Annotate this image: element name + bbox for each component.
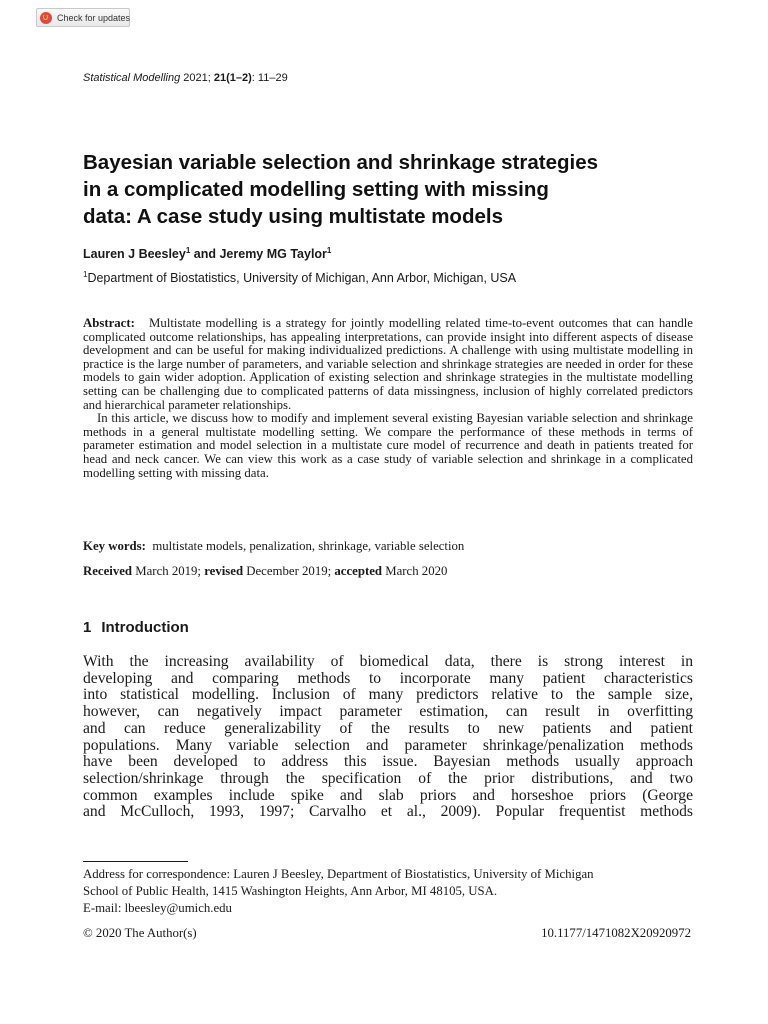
- intro-line: have been developed to address this issue. Bayesian methods usually approach: [83, 753, 693, 771]
- article-title: [83, 149, 703, 230]
- author-name: Jeremy MG Taylor: [219, 247, 327, 261]
- section-number: 1: [83, 619, 92, 636]
- author-name: Lauren J Beesley: [83, 247, 186, 261]
- section-title: Introduction: [101, 619, 189, 636]
- check-for-updates-icon: [40, 12, 52, 24]
- check-for-updates-label: Check for updates: [57, 12, 131, 23]
- revised-date: December 2019;: [243, 564, 335, 578]
- journal-citation: [83, 72, 288, 84]
- title-line: Bayesian variable selection and shrinkage strategies: [83, 151, 599, 174]
- author-separator: and: [190, 247, 220, 261]
- article-dates: [83, 564, 447, 579]
- intro-line: however, can negatively impact parameter estimation, can result in overfitting: [83, 703, 693, 721]
- copyright-notice: © 2020 The Author(s): [83, 926, 197, 940]
- affiliation-marker: 1: [83, 270, 88, 279]
- title-line: in a complicated modelling setting with missing: [83, 178, 549, 201]
- accepted-date: March 2020: [382, 564, 448, 578]
- accepted-label: accepted: [334, 564, 383, 578]
- journal-name: Statistical Modelling: [83, 72, 181, 84]
- received-date: March 2019;: [132, 564, 205, 578]
- abstract-paragraph: [83, 412, 693, 480]
- intro-line: developing and comparing methods to incorporate many patient characteristics: [83, 669, 693, 687]
- author-affiliation-marker: 1: [185, 246, 191, 255]
- journal-volume: 21(1–2): [213, 72, 252, 84]
- intro-line: selection/shrinkage through the specification of the prior distributions, and two: [83, 769, 693, 787]
- keywords-text: multistate models, penalization, shrinkage, variable selection: [152, 539, 465, 553]
- affiliation: [83, 270, 516, 285]
- journal-pages: : 11–29: [251, 72, 288, 84]
- introduction-text: [83, 654, 693, 821]
- author-affiliation-marker: 1: [326, 246, 332, 255]
- abstract-paragraph: [83, 317, 693, 412]
- intro-line: populations. Many variable selection and parameter shrinkage/penalization methods: [83, 736, 693, 754]
- keywords-label: Key words:: [83, 539, 146, 553]
- footnote-line: E-mail: lbeesley@umich.edu: [83, 901, 232, 915]
- correspondence-footnote: [83, 866, 693, 917]
- authors: [83, 246, 331, 261]
- footnote-divider: [83, 861, 188, 862]
- intro-line: into statistical modelling. Inclusion of many predictors relative to the sample size,: [83, 686, 693, 704]
- abstract-label: Abstract:: [83, 316, 135, 330]
- received-label: Received: [83, 564, 133, 578]
- footnote-line: School of Public Health, 1415 Washington Heights, Ann Arbor, MI 48105, USA.: [83, 884, 498, 898]
- doi-link[interactable]: 10.1177/1471082X20920972: [541, 926, 691, 940]
- journal-year: 2021;: [183, 72, 211, 84]
- intro-line: and can reduce generalizability of the results to new patients and patient: [83, 719, 693, 737]
- intro-line: and McCulloch, 1993, 1997; Carvalho et al., 2009). Popular frequentist methods: [83, 803, 693, 821]
- abstract: [83, 317, 693, 480]
- title-line: data: A case study using multistate models: [83, 205, 503, 228]
- keywords: [83, 539, 464, 554]
- abstract-text: In this article, we discuss how to modify and implement several existing Bayesian variable selection and shrinkage methods in a general multistate modelling setting. We compare the performance of these methods in terms of parameter estimation and model selection in a multistate cure model of recurrence and death in patients treated for head and neck cancer. We can view this work as a case study of variable selection and shrinkage in a complicated modelling setting with missing data.: [83, 411, 693, 480]
- footnote-line: Address for correspondence: Lauren J Beesley, Department of Biostatistics, University of Michigan: [83, 867, 594, 881]
- revised-label: revised: [204, 564, 244, 578]
- intro-line: With the increasing availability of biomedical data, there is strong interest in: [83, 653, 693, 670]
- intro-line: common examples include spike and slab priors and horseshoe priors (George: [83, 786, 693, 804]
- check-for-updates-button[interactable]: [36, 8, 130, 27]
- abstract-text: Multistate modelling is a strategy for jointly modelling related time-to-event outcomes that can handle complicated outcome relationships, has appealing interpretations, can provide insight into different aspects of disease development and can be useful for making individualized predictions. A challenge with using multistate modelling in practice is the large number of parameters, and variable selection and shrinkage strategies are needed in order for these models to gain wider adoption. Application of existing selection and shrinkage strategies in the multistate modelling setting can be challenging due to complicated patterns of data missingness, inclusion of highly correlated predictors and hierarchical parameter relationships.: [83, 316, 693, 412]
- affiliation-text: Department of Biostatistics, University of Michigan, Ann Arbor, Michigan, USA: [87, 271, 517, 285]
- section-heading: [83, 619, 189, 636]
